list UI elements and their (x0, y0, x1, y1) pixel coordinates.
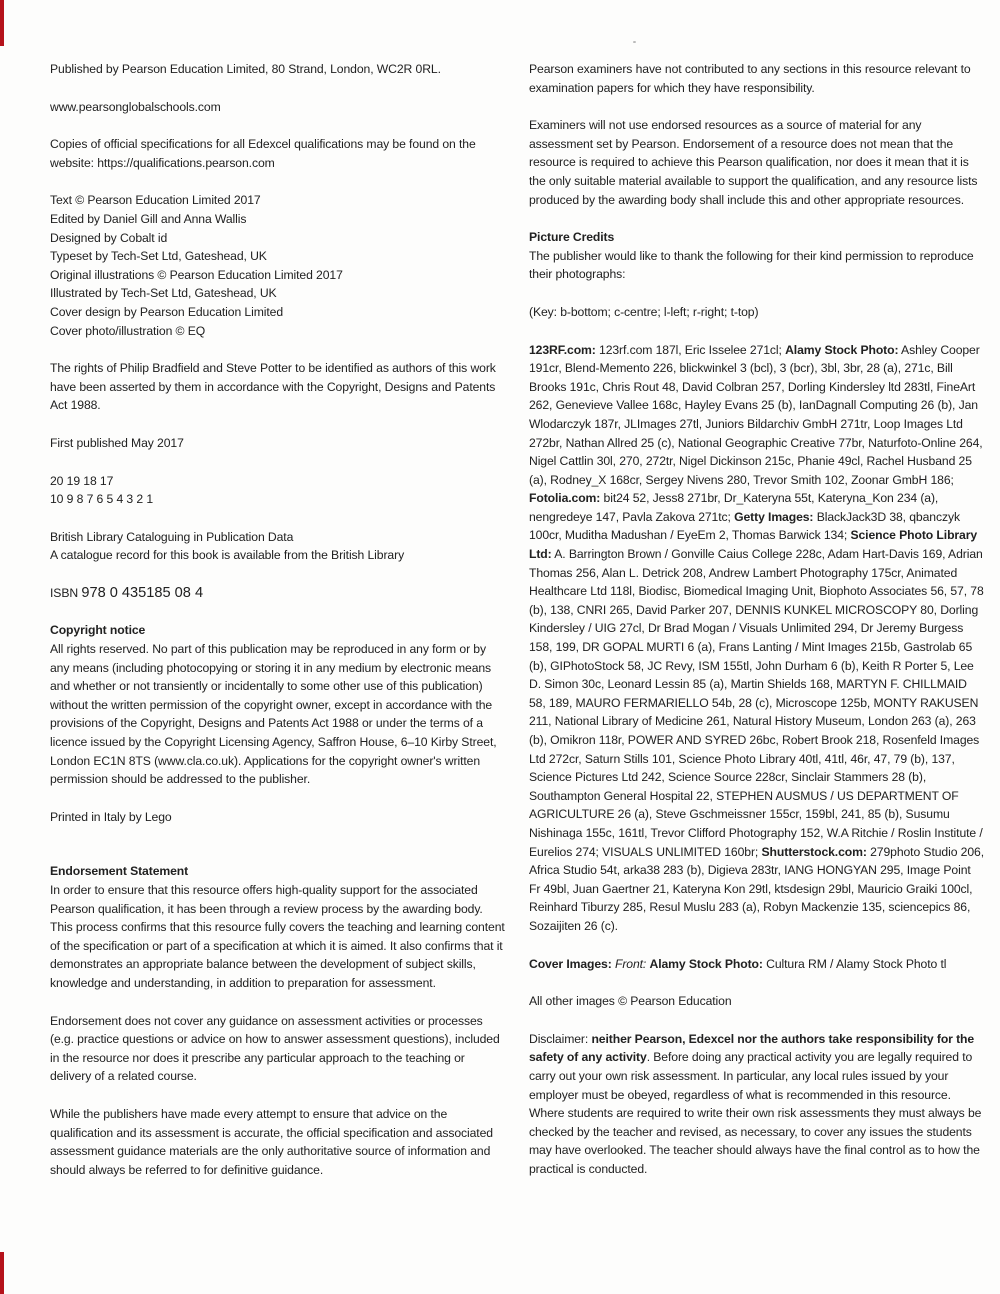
print-run-numbers (50, 472, 505, 509)
two-column-layout (50, 60, 984, 1179)
imprint-line: Edited by Daniel Gill and Anna Wallis (50, 211, 247, 226)
imprint-line: Cover photo/illustration © EQ (50, 323, 206, 338)
all-other-images: All other images © Pearson Education (529, 994, 732, 1009)
bl-line: British Library Cataloguing in Publication Data (50, 529, 294, 544)
red-edge-mark-bottom (0, 1252, 4, 1294)
examiners-paragraph-1: Pearson examiners have not contributed to any sections in this resource relevant to examination papers for which they have responsibility. (529, 62, 971, 95)
publisher-address: Published by Pearson Education Limited, 80 Strand, London, WC2R 0RL. (50, 62, 441, 76)
authors-rights: The rights of Philip Bradfield and Steve Potter to be identified as authors of this work have been asserted by them in accordance with the Copyright, Designs and Patents Act 1988. (50, 361, 496, 413)
picture-credits-section (529, 228, 984, 284)
endorsement-paragraph-1: In order to ensure that this resource offers high-quality support for the associated Pearson qualification, it has been through a review process by the awarding body. This process confirms that this resource fully covers the teaching and learning content of the specification or part of a specification at which it is aimed. It also confirms that it demonstrates an appropriate balance between the development of subject skills, knowledge and understanding, in addition to preparation for assessment. (50, 883, 505, 990)
imprint-credits (50, 191, 505, 340)
copyright-notice-heading: Copyright notice (50, 623, 146, 638)
endorsement-paragraph-3: While the publishers have made every attempt to ensure that advice on the qualification and its assessment is accurate, the official specification and associated assessment guidance materials are the only authoritative source of information and should always be referred to for definitive guidance. (50, 1106, 493, 1177)
imprint-line: Illustrated by Tech-Set Ltd, Gateshead, UK (50, 286, 277, 301)
picture-credits-key: (Key: b-bottom; c-centre; l-left; r-right; t-top) (529, 304, 759, 319)
picture-credits-list: 123RF.com: 123rf.com 187l, Eric Isselee 271cl; Alamy Stock Photo: Ashley Cooper 191cr, Blend-Memento 226, blickwinkel 3 (bcl), 3 (bcr), 3bl, 3br, 28 (a), 271c, Bill Brooks 191c, Chris Rout 48, David Colbran 257, Dorling Kindersley ltd 283tl, FineArt 262, Genevieve Vallee 168c, Hayley Evans 25 (b), IanDagnall Computing 26 (b), Jan Wlodarczyk 187r, JLImages 27tl, Juniors Bildarchiv GmbH 271tr, Loop Images Ltd 272br, Nathan Allred 25 (c), National Geographic Creative 77br, Naturfoto-Online 264, Nigel Cattlin 30l, 270, 272tr, Nigel Dickinson 215c, Phanie 49cl, Rachel Husband 25 (a), Rodney_X 168cr, Sergey Nivens 280, Trevor Smith 102, Zoonar GmbH 186; Fotolia.com: bit24 52, Jess8 271br, Dr_Kateryna 55t, Kateryna_Kon 234 (a), nengredeye 147, Pavla Zakova 271tc; Getty Images: BlackJack3D 38, qbanczyk 100cr, Muditha Madushan / EyeEm 2, Thomas Barwick 134; Science Photo Library Ltd: A. Barrington Brown / Gonville Caius College 228c, Adam Hart-Davis 169, Adrian Thomas 256, Alan L. Detrick 208, Andrew Lambert Photography 175cr, Animated Healthcare Ltd 118l, Biodisc, Biomedical Imaging Unit, Biophoto Associates 56, 57, 78 (b), 138, CNRI 265, David Parker 207, DENNIS KUNKEL MICROSCOPY 80, Dorling Kindersley / UIG 27cl, Dr Brad Mogan / Visuals Unlimited 294, Dr Jeremy Burgess 158, 199, DR GOPAL MURTI 6 (a), Frans Lanting / Mint Images 215b, Gastrolab 65 (b), GIPhotoStock 58, JC Revy, ISM 155tl, John Durham 6 (b), Keith R Porter 5, Lee D. Simon 30c, Leonard Lessin 85 (a), Martin Shields 168, MARTYN F. CHILLMAID 58, 189, MAURO FERMARIELLO 54b, 28 (c), Microscope 125b, MONTY RAKUSEN 211, National Library of Medicine 261, Natural History Museum, London 263 (a), 263 (b), Omikron 118r, POWER AND SYRED 26bc, Robert Brook 218, Rosenfeld Images Ltd 272cr, Saturn Stills 101, Science Photo Library 40tl, 41tl, 46r, 47, 79 (b), 137, Science Pictures Ltd 242, Science Source 228cr, Sinclair Stammers 28 (b), Southampton General Hospital 22, STEPHEN AUSMUS / US DEPARTMENT OF AGRICULTURE 26 (a), Steve Gschmeissner 155cr, 159bl, 241, 85 (b), Susumu Nishinaga 155c, 161tl, Trevor Clifford Photography 152, W.A Ritchie / Roslin Institute / Eurelios 274; VISUALS UNLIMITED 160br; Shutterstock.com: 279photo Studio 206, Africa Studio 54t, arka38 283 (b), Digieva 283tr, IANG HONGYAN 295, Image Point Fr 49bl, Juan Gaertner 21, Kateryna Kon 29tl, ktsdesign 29bl, Mauricio Graiki 100cl, Reinhard Tiburzy 285, Resul Muslu 283 (a), Robyn Mackenzie 135, sciencepics 86, Sozaijiten 26 (c). (529, 342, 984, 933)
picture-credits-intro: The publisher would like to thank the following for their kind permission to reproduce their photographs: (529, 248, 974, 282)
isbn (50, 584, 505, 603)
imprint-line: Cover design by Pearson Education Limited (50, 304, 284, 319)
scan-speck (633, 41, 636, 43)
printed-in: Printed in Italy by Lego (50, 809, 172, 824)
imprint-line: Designed by Cobalt id (50, 230, 168, 245)
imprint-line: Typeset by Tech-Set Ltd, Gateshead, UK (50, 249, 267, 264)
british-library-cataloguing (50, 528, 505, 565)
isbn-label: ISBN (50, 585, 82, 600)
left-column (50, 60, 505, 1179)
red-edge-mark-top (0, 0, 4, 46)
endorsement-heading: Endorsement Statement (50, 864, 189, 879)
copyright-notice-section (50, 621, 505, 788)
publisher-website: www.pearsonglobalschools.com (50, 99, 221, 114)
endorsement-section (50, 862, 505, 992)
first-published: First published May 2017 (50, 435, 184, 450)
print-run-line: 10 9 8 7 6 5 4 3 2 1 (50, 492, 154, 507)
imprint-line: Text © Pearson Education Limited 2017 (50, 193, 261, 208)
imprint-line: Original illustrations © Pearson Education Limited 2017 (50, 267, 343, 282)
print-run-line: 20 19 18 17 (50, 473, 114, 488)
copyright-notice-body: All rights reserved. No part of this publication may be reproduced in any form or by any means (including photocopying or storing it in any medium by electronic means and whether or not transiently or incidentally to some other use of this publication) without the written permission of the copyright owner, except in accordance with the provisions of the Copyright, Designs and Patents Act 1988 or under the terms of a licence issued by the Copyright Licensing Agency, Saffron House, 6–10 Kirby Street, London EC1N 8TS (www.cla.co.uk). Applications for the copyright owner's written permission should be addressed to the publisher. (50, 642, 497, 787)
picture-credits-heading: Picture Credits (529, 230, 615, 245)
endorsement-paragraph-2: Endorsement does not cover any guidance on assessment activities or processes (e.g. practice questions or advice on how to answer assessment questions), included in the resource nor does it prescribe any particular approach to the teaching or delivery of a related course. (50, 1013, 500, 1084)
cover-images-credit: Cover Images: Front: Alamy Stock Photo: Cultura RM / Alamy Stock Photo tl (529, 956, 947, 971)
isbn-number: 978 0 435185 08 4 (81, 584, 204, 601)
bl-line: A catalogue record for this book is available from the British Library (50, 548, 405, 563)
right-column (529, 60, 984, 1179)
examiners-paragraph-2: Examiners will not use endorsed resources as a source of material for any assessment set by Pearson. Endorsement of a resource does not mean that the resource is required to achieve this Pearson qualification, nor does it mean that it is the only suitable material available to support the qualification, and any resource lists produced by the awarding body shall include this and other appropriate resources. (529, 118, 978, 207)
disclaimer: Disclaimer: neither Pearson, Edexcel nor the authors take responsibility for the safety of any activity. Before doing any practical activity you are legally required to carry out your own risk assessment. In particular, any local rules issued by your employer must be obeyed, regardless of what is recommended in this resource. Where students are required to write their own risk assessments they must always be checked by the teacher and revised, as necessary, to cover any issues the students may have overlooked. The teacher should always have the final control as to how the practical is conducted. (529, 1031, 982, 1176)
specifications-note: Copies of official specifications for all Edexcel qualifications may be found on the website: https://qualifications.pearson.com (50, 137, 476, 170)
